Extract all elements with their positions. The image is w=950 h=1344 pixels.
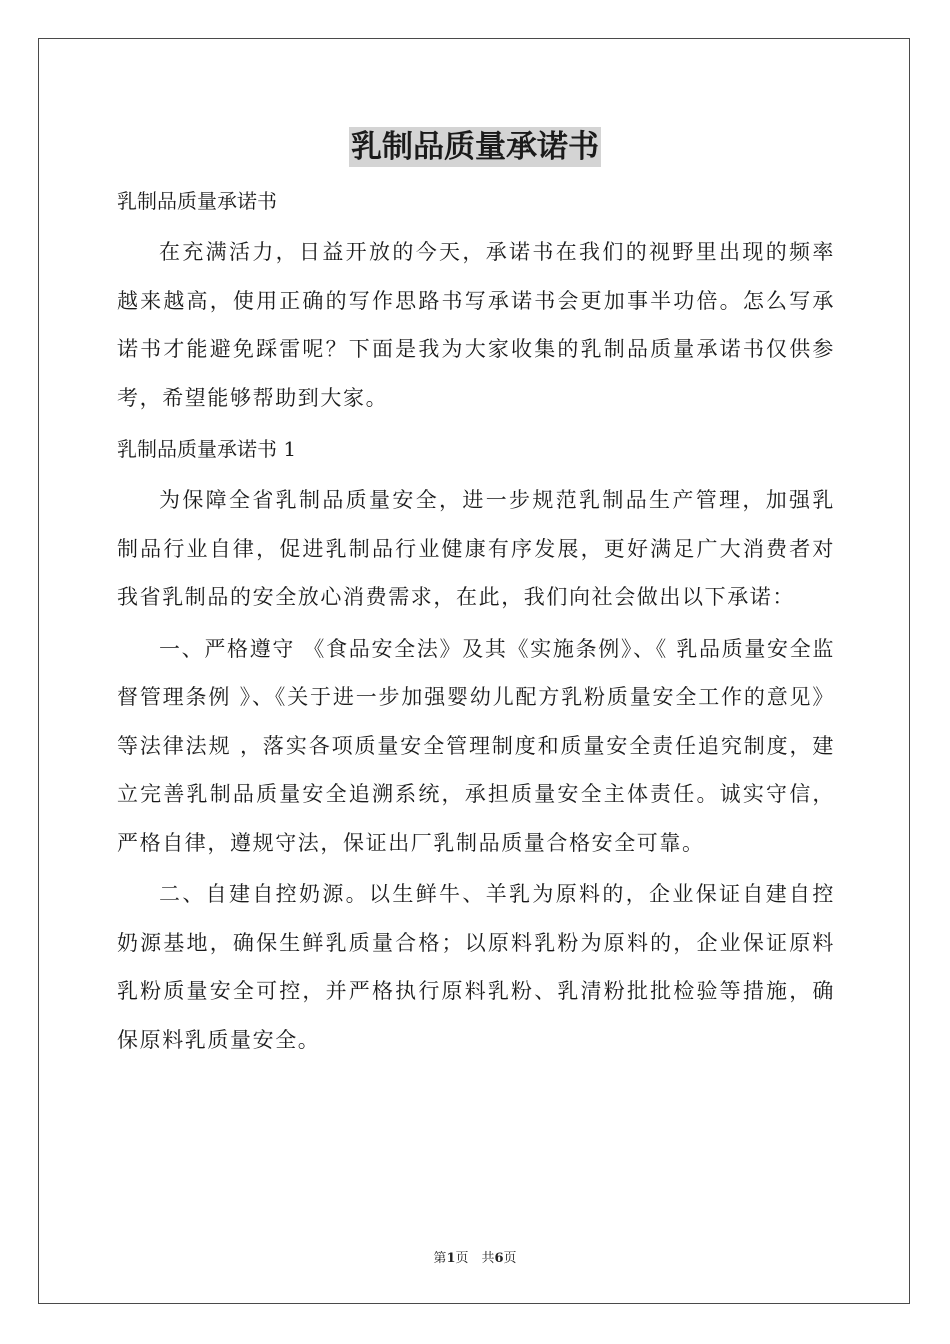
section-heading: 乳制品质量承诺书 1 (117, 437, 297, 461)
total-page-count: 6 (494, 1251, 504, 1266)
page-mid: 页 共 (455, 1251, 495, 1266)
page-suffix: 页 (503, 1251, 517, 1266)
body-paragraph: 为保障全省乳制品质量安全，进一步规范乳制品生产管理，加强乳制品行业自律，促进乳制品行业健康有序发展，更好满足广大消费者对我省乳制品的安全放心消费需求，在此，我们向社会做出以下承诺： (117, 488, 835, 609)
document-title: 乳制品质量承诺书 (351, 129, 599, 165)
page-footer (0, 1247, 950, 1266)
document-body (117, 179, 835, 1064)
intro-paragraph: 在充满活力，日益开放的今天，承诺书在我们的视野里出现的频率越来越高，使用正确的写作思路书写承诺书会更加事半功倍。怎么写承诺书才能避免踩雷呢？下面是我为大家收集的乳制品质量承诺书仅供参考，希望能够帮助到大家。 (117, 240, 835, 410)
current-page-number: 1 (446, 1251, 456, 1266)
title-container (0, 127, 950, 167)
body-paragraph: 一、严格遵守 《食品安全法》及其《实施条例》、《 乳品质量安全监督管理条例 》、《关于进一步加强婴幼儿配方乳粉质量安全工作的意见》等法律法规 ，落实各项质量安全管理制度和质量安全责任追究制度，建立完善乳制品质量安全追溯系统，承担质量安全主体责任。诚实守信，严格自律，遵规守法，保证出厂乳制品质量合格安全可靠。 (117, 636, 835, 855)
page-prefix: 第 (433, 1251, 447, 1266)
document-subtitle: 乳制品质量承诺书 (117, 189, 277, 213)
body-paragraph: 二、自建自控奶源。以生鲜牛、羊乳为原料的，企业保证自建自控奶源基地，确保生鲜乳质量合格；以原料乳粉为原料的，企业保证原料乳粉质量安全可控，并严格执行原料乳粉、乳清粉批批检验等措施，确保原料乳质量安全。 (117, 882, 835, 1052)
